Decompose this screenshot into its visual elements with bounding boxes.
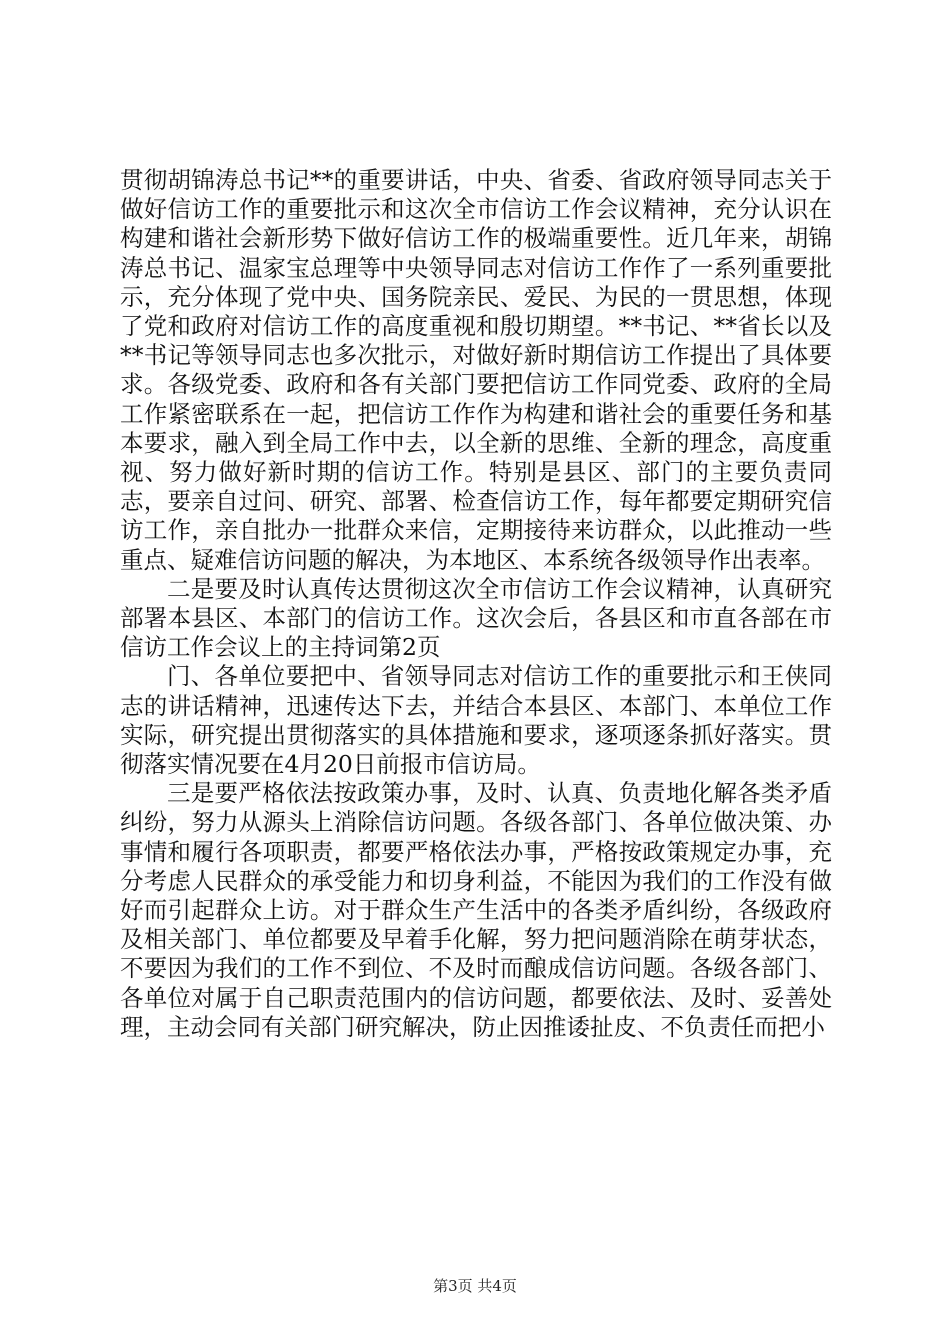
document-body: [120, 166, 832, 1042]
paragraph-point-three: 三是要严格依法按政策办事，及时、认真、负责地化解各类矛盾纠纷，努力从源头上消除信访问题。各级各部门、各单位做决策、办事情和履行各项职责，都要严格依法办事，严格按政策规定办事，充分考虑人民群众的承受能力和切身利益，不能因为我们的工作没有做好而引起群众上访。对于群众生产生活中的各类矛盾纠纷，各级政府及相关部门、单位都要及早着手化解，努力把问题消除在萌芽状态，不要因为我们的工作不到位、不及时而酿成信访问题。各级各部门、各单位对属于自己职责范围内的信访问题，都要依法、及时、妥善处理，主动会同有关部门研究解决，防止因推诿扯皮、不负责任而把小: [120, 779, 832, 1041]
page-footer: 第3页 共4页: [433, 1277, 517, 1295]
paragraph-point-two-continued: 门、各单位要把中、省领导同志对信访工作的重要批示和王侠同志的讲话精神，迅速传达下去，并结合本县区、本部门、本单位工作实际，研究提出贯彻落实的具体措施和要求，逐项逐条抓好落实。贯彻落实情况要在4月20日前报市信访局。: [120, 662, 832, 779]
paragraph-continuation: 贯彻胡锦涛总书记**的重要讲话，中央、省委、省政府领导同志关于做好信访工作的重要批示和这次全市信访工作会议精神，充分认识在构建和谐社会新形势下做好信访工作的极端重要性。近几年来，胡锦涛总书记、温家宝总理等中央领导同志对信访工作作了一系列重要批示，充分体现了党中央、国务院亲民、爱民、为民的一贯思想，体现了党和政府对信访工作的高度重视和殷切期望。**书记、**省长以及**书记等领导同志也多次批示，对做好新时期信访工作提出了具体要求。各级党委、政府和各有关部门要把信访工作同党委、政府的全局工作紧密联系在一起，把信访工作作为构建和谐社会的重要任务和基本要求，融入到全局工作中去，以全新的思维、全新的理念，高度重视、努力做好新时期的信访工作。特别是县区、部门的主要负责同志，要亲自过问、研究、部署、检查信访工作，每年都要定期研究信访工作，亲自批办一批群众来信，定期接待来访群众，以此推动一些重点、疑难信访问题的解决，为本地区、本系统各级领导作出表率。: [120, 166, 832, 574]
paragraph-point-two: 二是要及时认真传达贯彻这次全市信访工作会议精神，认真研究部署本县区、本部门的信访工作。这次会后，各县区和市直各部在市信访工作会议上的主持词第2页: [120, 574, 832, 662]
